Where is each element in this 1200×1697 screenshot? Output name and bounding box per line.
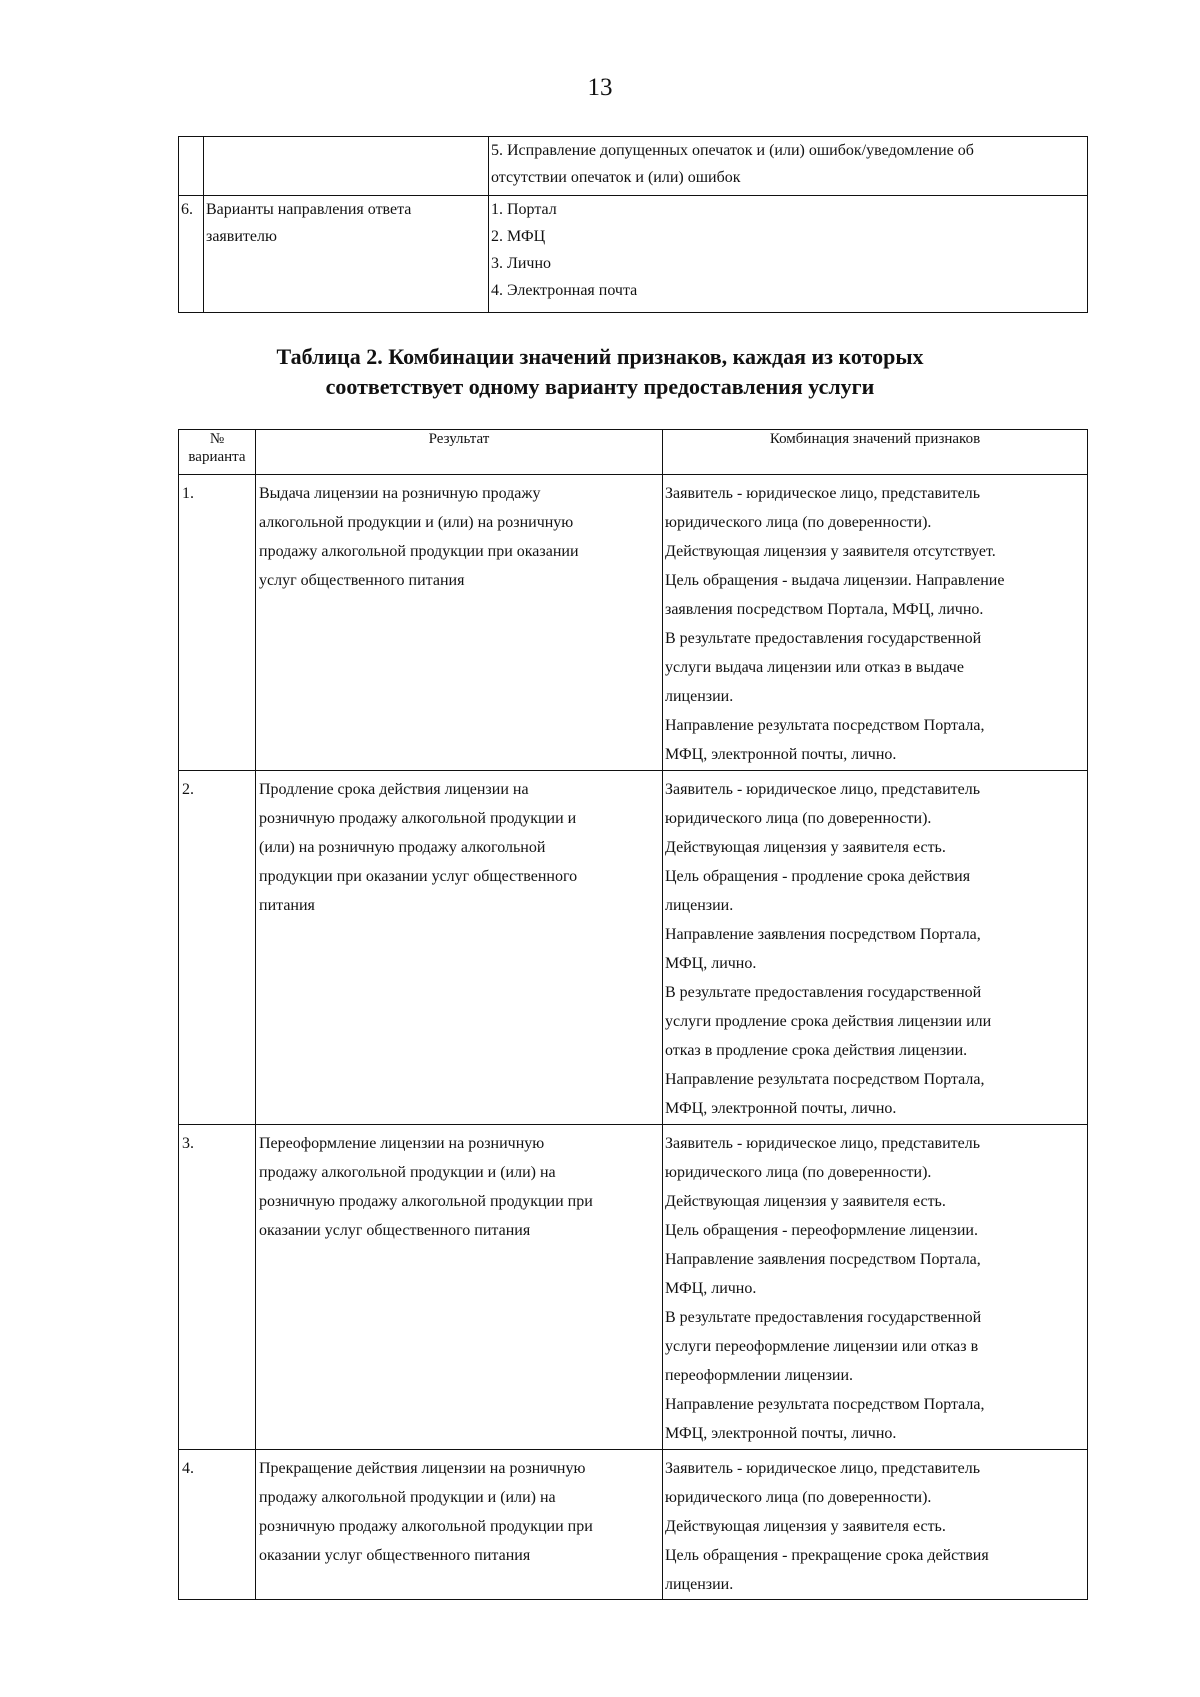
attribute-values-cell — [489, 196, 1088, 313]
combination-line: лицензии. — [665, 688, 734, 705]
combination-line: Направление заявления посредством Портала, — [665, 926, 981, 943]
combination-line: отказ в продление срока действия лицензии. — [665, 1042, 968, 1059]
combination-line: Заявитель - юридическое лицо, представитель — [665, 781, 981, 798]
combination-line: юридического лица (по доверенности). — [665, 1489, 932, 1506]
combination-line: Направление результата посредством Портала, — [665, 717, 985, 734]
result-line: продажу алкогольной продукции и (или) на — [259, 1164, 556, 1181]
header-variant-number: № варианта — [179, 430, 256, 475]
combination-line: В результате предоставления государственной — [665, 1309, 982, 1326]
result-line: продажу алкогольной продукции при оказании — [259, 543, 579, 560]
combination-cell — [663, 1125, 1088, 1450]
result-line: розничную продажу алкогольной продукции при — [259, 1518, 593, 1535]
combination-line: Действующая лицензия у заявителя есть. — [665, 1518, 946, 1535]
combination-line: юридического лица (по доверенности). — [665, 810, 932, 827]
table-row — [179, 196, 1088, 313]
combination-line: Заявитель - юридическое лицо, представитель — [665, 485, 981, 502]
header-result: Результат — [256, 430, 663, 475]
header-combination: Комбинация значений признаков — [663, 430, 1088, 475]
result-line: продукции при оказании услуг общественного — [259, 868, 578, 885]
result-line: розничную продажу алкогольной продукции при — [259, 1193, 593, 1210]
combination-line: Цель обращения - продление срока действия — [665, 868, 971, 885]
result-line: розничную продажу алкогольной продукции и — [259, 810, 577, 827]
combination-line: В результате предоставления государственной — [665, 630, 982, 647]
table-row — [179, 137, 1088, 196]
value-line: 3. Лично — [491, 255, 552, 272]
combination-line: Направление результата посредством Портала, — [665, 1396, 985, 1413]
combination-line: Цель обращения - переоформление лицензии. — [665, 1222, 978, 1239]
variant-number-cell: 3. — [179, 1125, 256, 1450]
result-line: Продление срока действия лицензии на — [259, 781, 529, 798]
value-line: 1. Портал — [491, 201, 557, 218]
combination-line: Цель обращения - прекращение срока действия — [665, 1547, 989, 1564]
caption-line: Таблица 2. Комбинации значений признаков, каждая из которых — [276, 344, 924, 369]
result-line: оказании услуг общественного питания — [259, 1222, 531, 1239]
combination-line: юридического лица (по доверенности). — [665, 1164, 932, 1181]
result-line: Выдача лицензии на розничную продажу — [259, 485, 541, 502]
value-line: 2. МФЦ — [491, 228, 546, 245]
result-cell — [256, 771, 663, 1125]
attribute-name-cell — [204, 196, 489, 313]
page-number: 13 — [587, 74, 613, 101]
combination-line: Цель обращения - выдача лицензии. Направление — [665, 572, 1005, 589]
combination-line: МФЦ, электронной почты, лично. — [665, 1100, 897, 1117]
combination-line: Действующая лицензия у заявителя есть. — [665, 839, 946, 856]
combination-line: МФЦ, электронной почты, лично. — [665, 1425, 897, 1442]
result-line: (или) на розничную продажу алкогольной — [259, 839, 546, 856]
result-line: алкогольной продукции и (или) на розничную — [259, 514, 574, 531]
combination-line: услуги выдача лицензии или отказ в выдаче — [665, 659, 964, 676]
combination-cell — [663, 475, 1088, 771]
result-cell — [256, 1450, 663, 1600]
name-line: заявителю — [206, 228, 277, 245]
value-line: 4. Электронная почта — [491, 282, 638, 299]
attribute-values-cell — [489, 137, 1088, 196]
combination-line: Заявитель - юридическое лицо, представитель — [665, 1135, 981, 1152]
table-row — [179, 771, 1088, 1125]
value-line: отсутствии опечаток и (или) ошибок — [491, 169, 741, 186]
row-number-cell — [179, 137, 204, 196]
combination-line: переоформлении лицензии. — [665, 1367, 854, 1384]
result-line: Переоформление лицензии на розничную — [259, 1135, 545, 1152]
combination-cell — [663, 771, 1088, 1125]
result-line: услуг общественного питания — [259, 572, 465, 589]
name-line: Варианты направления ответа — [206, 201, 412, 218]
combination-line: лицензии. — [665, 1576, 734, 1593]
combination-line: МФЦ, электронной почты, лично. — [665, 746, 897, 763]
variants-table-continuation — [178, 136, 1088, 313]
combination-line: Направление заявления посредством Портала, — [665, 1251, 981, 1268]
combination-line: услуги продление срока действия лицензии или — [665, 1013, 992, 1030]
result-line: продажу алкогольной продукции и (или) на — [259, 1489, 556, 1506]
combination-line: Направление результата посредством Портала, — [665, 1071, 985, 1088]
caption-line: соответствует одному варианту предоставления услуги — [325, 374, 875, 399]
result-cell — [256, 475, 663, 771]
combination-line: Заявитель - юридическое лицо, представитель — [665, 1460, 981, 1477]
combination-line: юридического лица (по доверенности). — [665, 514, 932, 531]
table-row — [179, 1450, 1088, 1600]
combination-line: лицензии. — [665, 897, 734, 914]
table-row — [179, 1125, 1088, 1450]
variant-number-cell: 2. — [179, 771, 256, 1125]
combination-line: МФЦ, лично. — [665, 1280, 757, 1297]
variant-number-cell: 4. — [179, 1450, 256, 1600]
row-number-cell: 6. — [179, 196, 204, 313]
combination-line: Действующая лицензия у заявителя отсутствует. — [665, 543, 996, 560]
combination-line: услуги переоформление лицензии или отказ в — [665, 1338, 979, 1355]
result-line: оказании услуг общественного питания — [259, 1547, 531, 1564]
result-cell — [256, 1125, 663, 1450]
combination-line: заявления посредством Портала, МФЦ, лично. — [665, 601, 984, 618]
combination-line: МФЦ, лично. — [665, 955, 757, 972]
combinations-table — [178, 429, 1088, 1600]
table-header-row — [179, 430, 1088, 475]
combination-line: Действующая лицензия у заявителя есть. — [665, 1193, 946, 1210]
combination-line: В результате предоставления государственной — [665, 984, 982, 1001]
attribute-name-cell — [204, 137, 489, 196]
combination-cell — [663, 1450, 1088, 1600]
result-line: питания — [259, 897, 315, 914]
variant-number-cell: 1. — [179, 475, 256, 771]
value-line: 5. Исправление допущенных опечаток и (или) ошибок/уведомление об — [491, 142, 974, 159]
table-2-caption — [0, 342, 1200, 402]
table-row — [179, 475, 1088, 771]
result-line: Прекращение действия лицензии на розничную — [259, 1460, 586, 1477]
